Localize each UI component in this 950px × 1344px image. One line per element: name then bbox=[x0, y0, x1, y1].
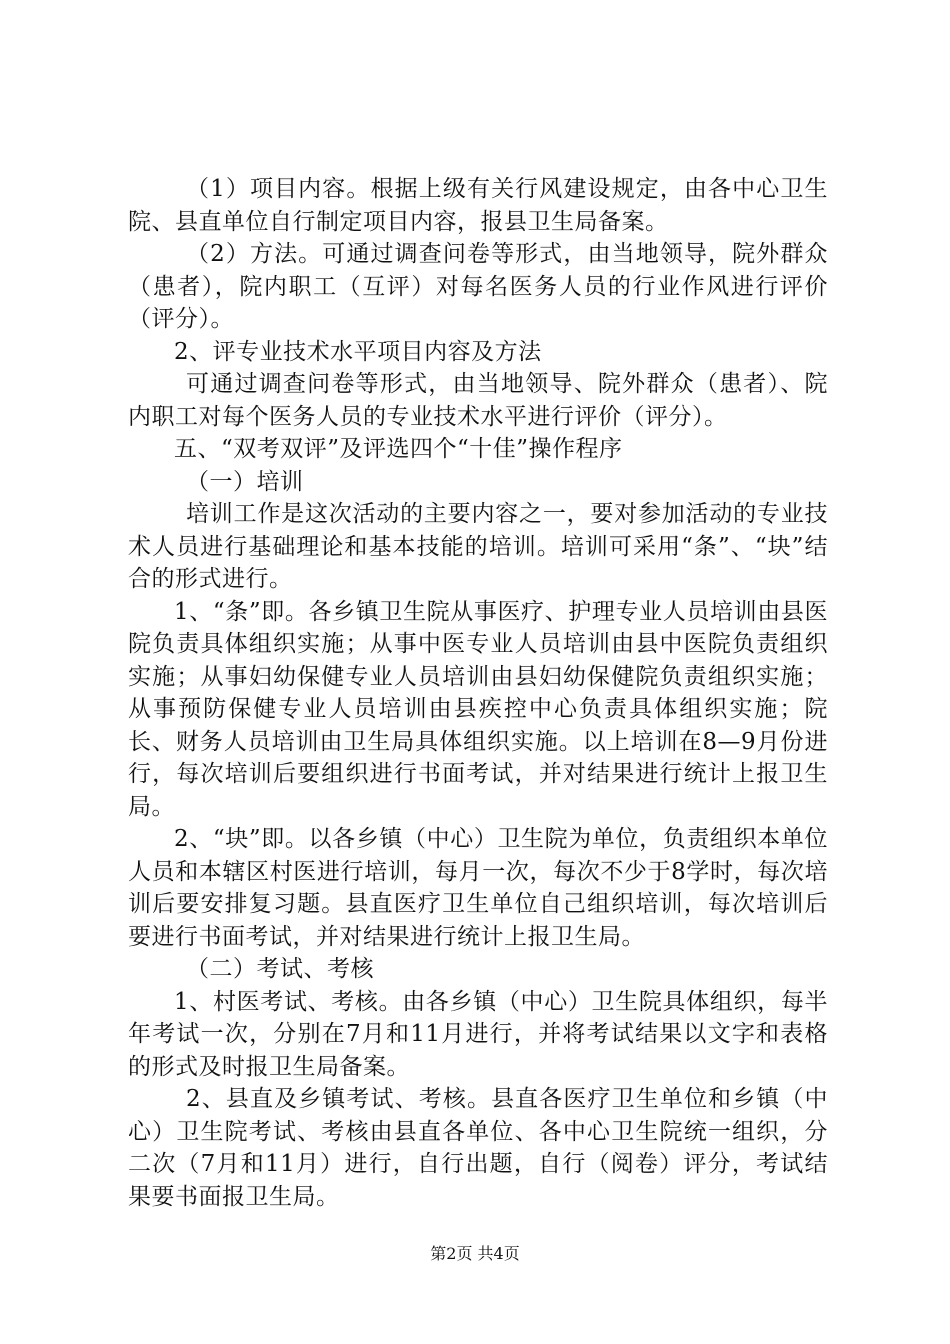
paragraph-project-content: （1）项目内容。根据上级有关行风建设规定，由各中心卫生院、县直单位自行制定项目内容，报县卫生局备案。 bbox=[128, 176, 828, 235]
heading-exam: （二）考试、考核 bbox=[186, 956, 374, 982]
page-number-footer: 第2页 共4页 bbox=[430, 1244, 520, 1263]
paragraph-village-exam: 1、村医考试、考核。由各乡镇（中心）卫生院具体组织，每半年考试一次，分别在7月和11月进行，并将考试结果以文字和表格的形式及时报卫生局备案。 bbox=[128, 988, 828, 1080]
paragraph-training-intro: 培训工作是这次活动的主要内容之一，要对参加活动的专业技术人员进行基础理论和基本技能的培训。培训可采用“条”、“块”结合的形式进行。 bbox=[128, 501, 828, 592]
heading-section-five: 五、“双考双评”及评选四个“十佳”操作程序 bbox=[174, 436, 623, 462]
paragraph-kuai: 2、“块”即。以各乡镇（中心）卫生院为单位，负责组织本单位人员和本辖区村医进行培训，每月一次，每次不少于8学时，每次培训后要安排复习题。县直医疗卫生单位自己组织培训，每次培训后要进行书面考试，并对结果进行统计上报卫生局。 bbox=[128, 826, 828, 950]
document-body bbox=[128, 173, 828, 1213]
paragraph-method: （2）方法。可通过调查问卷等形式，由当地领导，院外群众（患者），院内职工（互评）对每名医务人员的行业作风进行评价（评分）。 bbox=[128, 241, 828, 332]
paragraph-tiao: 1、“条”即。各乡镇卫生院从事医疗、护理专业人员培训由县医院负责具体组织实施；从事中医专业人员培训由县中医院负责组织实施；从事妇幼保健专业人员培训由县妇幼保健院负责组织实施；从事预防保健专业人员培训由县疾控中心负责具体组织实施；院长、财务人员培训由卫生局具体组织实施。以上培训在8—9月份进行，每次培训后要组织进行书面考试，并对结果进行统计上报卫生局。 bbox=[128, 598, 828, 820]
paragraph-county-exam: 2、县直及乡镇考试、考核。县直各医疗卫生单位和乡镇（中心）卫生院考试、考核由县直各单位、各中心卫生院统一组织，分二次（7月和11月）进行，自行出题，自行（阅卷）评分，考试结果要书面报卫生局。 bbox=[128, 1086, 828, 1210]
heading-training: （一）培训 bbox=[186, 468, 304, 495]
heading-professional-skill: 2、评专业技术水平项目内容及方法 bbox=[174, 338, 542, 365]
paragraph-skill-evaluation: 可通过调查问卷等形式，由当地领导、院外群众（患者）、院内职工对每个医务人员的专业技术水平进行评价（评分）。 bbox=[128, 371, 828, 430]
